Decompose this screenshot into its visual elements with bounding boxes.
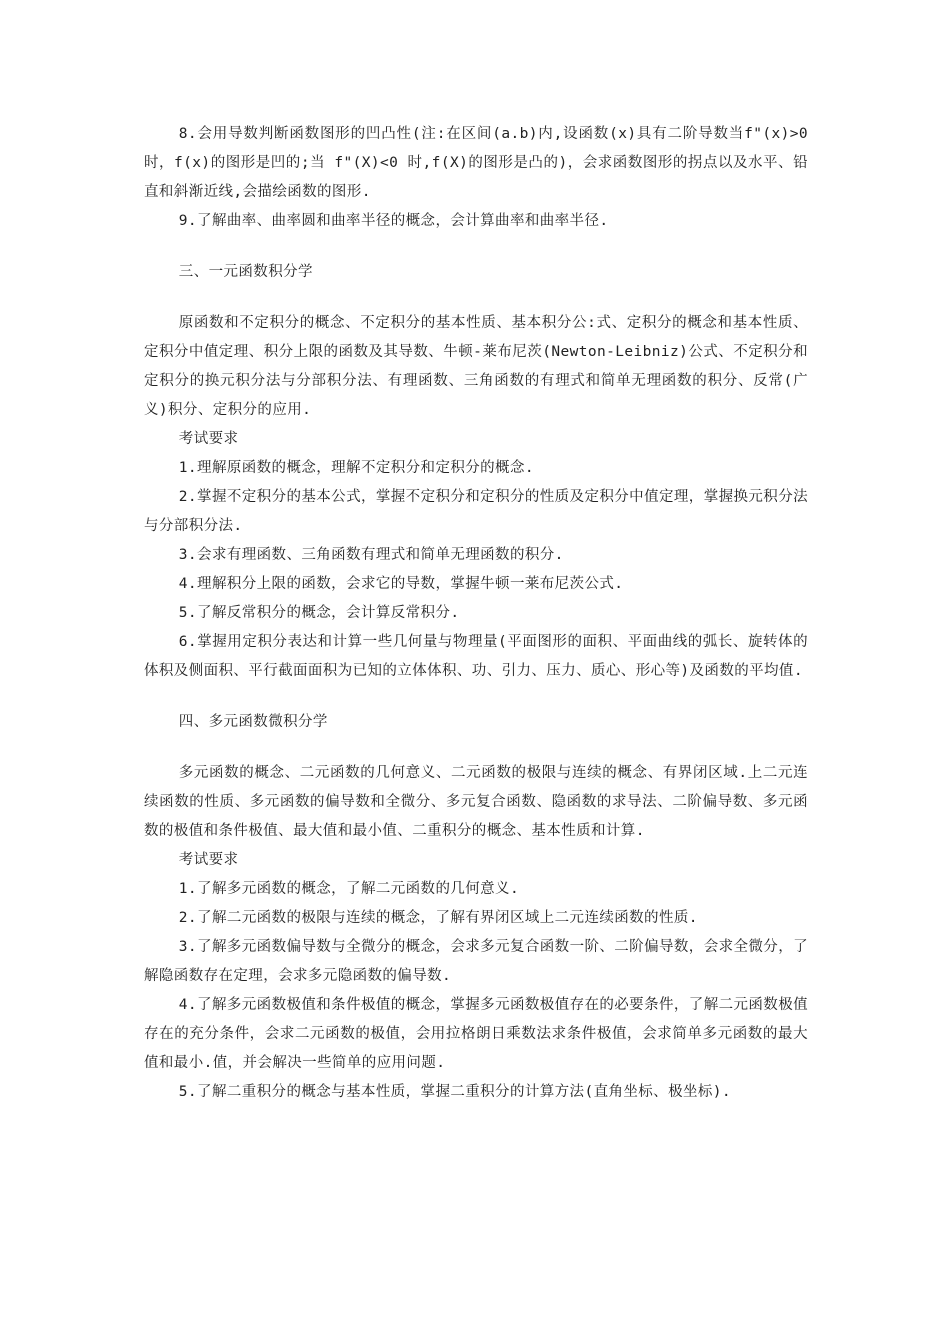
section-3-content: 原函数和不定积分的概念、不定积分的基本性质、基本积分公:式、定积分的概念和基本性质、定积分中值定理、积分上限的函数及其导数、牛顿-莱布尼茨(Newton-Leibniz)公式、不定积分和定积分的换元积分法与分部积分法、有理函数、三角函数的有理式和简单无理函数的积分、反常(广义)积分、定积分的应用. xyxy=(144,315,808,418)
section-4-item: 3.了解多元函数偏导数与全微分的概念，会求多元复合函数一阶、二阶偏导数，会求全微分，了解隐函数存在定理，会求多元隐函数的偏导数. xyxy=(144,939,808,984)
document-page xyxy=(144,120,808,1107)
section-4-item: 5.了解二重积分的概念与基本性质，掌握二重积分的计算方法(直角坐标、极坐标). xyxy=(178,1084,732,1100)
s2-item-9: 9.了解曲率、曲率圆和曲率半径的概念，会计算曲率和曲率半径. xyxy=(178,213,609,229)
section-3-item: 6.掌握用定积分表达和计算一些几何量与物理量(平面图形的面积、平面曲线的弧长、旋转体的体积及侧面积、平行截面面积为已知的立体体积、功、引力、压力、质心、形心等)及函数的平均值. xyxy=(144,634,808,679)
section-4-content: 多元函数的概念、二元函数的几何意义、二元函数的极限与连续的概念、有界闭区域.上二元连续函数的性质、多元函数的偏导数和全微分、多元复合函数、隐函数的求导法、二阶偏导数、多元函数的极值和条件极值、最大值和最小值、二重积分的概念、基本性质和计算. xyxy=(144,765,808,839)
section-4-item: 1.了解多元函数的概念，了解二元函数的几何意义. xyxy=(178,881,520,897)
section-4-heading: 四、多元函数微积分学 xyxy=(178,714,328,730)
section-3-item: 1.理解原函数的概念，理解不定积分和定积分的概念. xyxy=(178,460,534,476)
section-3-item: 5.了解反常积分的概念，会计算反常积分. xyxy=(178,605,460,621)
section-3-heading: 三、一元函数积分学 xyxy=(178,264,313,280)
section-3-requirements-label: 考试要求 xyxy=(178,431,239,447)
s2-item-8: 8.会用导数判断函数图形的凹凸性(注:在区间(a.b)内,设函数(x)具有二阶导数当f"(x)>0 时，f(x)的图形是凹的;当 f"(X)<0 时,f(X)的图形是凸的)，会求函数图形的拐点以及水平、铅直和斜渐近线,会描绘函数的图形. xyxy=(144,126,808,200)
section-4-requirements-label: 考试要求 xyxy=(178,852,239,868)
section-3-item: 3.会求有理函数、三角函数有理式和简单无理函数的积分. xyxy=(178,547,564,563)
section-3-item: 4.理解积分上限的函数，会求它的导数，掌握牛顿一莱布尼茨公式. xyxy=(178,576,624,592)
section-4-item: 2.了解二元函数的极限与连续的概念，了解有界闭区域上二元连续函数的性质. xyxy=(178,910,698,926)
section-3-item: 2.掌握不定积分的基本公式，掌握不定积分和定积分的性质及定积分中值定理，掌握换元积分法与分部积分法. xyxy=(144,489,808,534)
section-4-item: 4.了解多元函数极值和条件极值的概念，掌握多元函数极值存在的必要条件，了解二元函数极值存在的充分条件，会求二元函数的极值，会用拉格朗日乘数法求条件极值，会求简单多元函数的最大值和最小.值，并会解决一些简单的应用问题. xyxy=(144,997,808,1071)
